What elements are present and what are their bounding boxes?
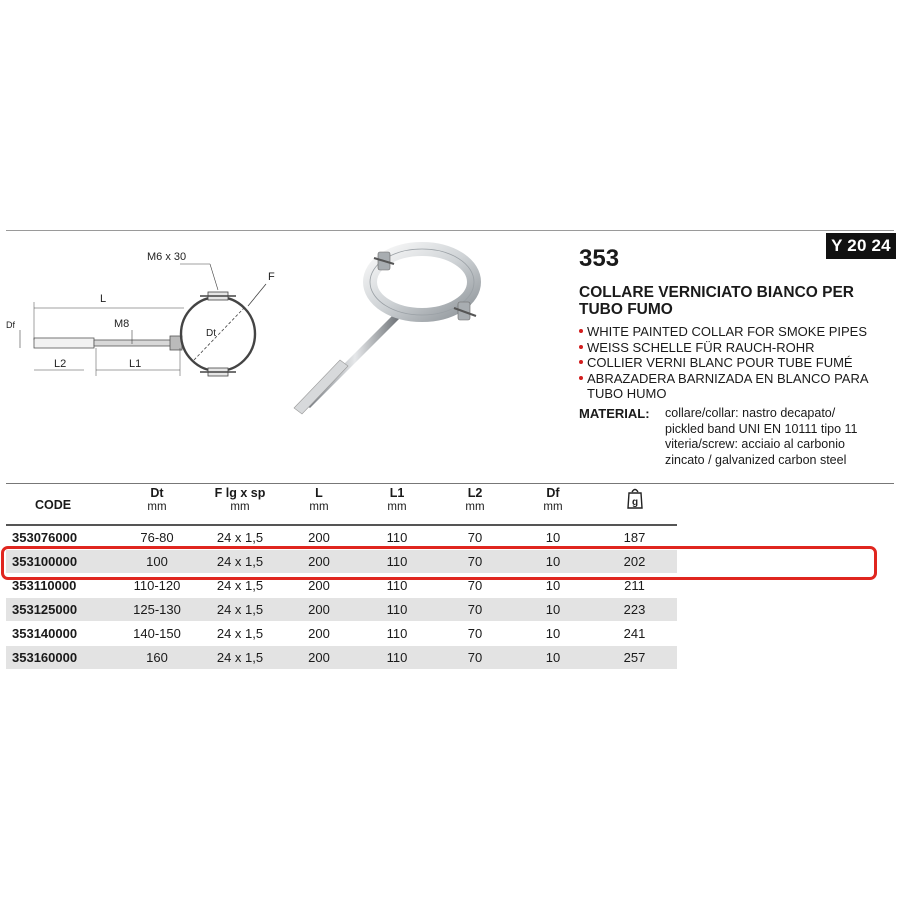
weight-icon	[626, 486, 644, 510]
header-label: F lg x sp	[214, 486, 266, 500]
cell-dt: 125-130	[114, 598, 200, 622]
table-row	[6, 622, 677, 646]
cell-l: 200	[280, 646, 358, 670]
header-f	[200, 486, 280, 525]
cell-df: 10	[514, 574, 592, 598]
l1-label: L1	[129, 358, 142, 370]
header-unit: mm	[309, 501, 329, 513]
header-l2	[436, 486, 514, 525]
material-description	[665, 406, 857, 468]
cell-dt: 100	[114, 550, 200, 574]
cell-df: 10	[514, 550, 592, 574]
table-row	[6, 525, 677, 550]
translation-en: WHITE PAINTED COLLAR FOR SMOKE PIPES	[579, 324, 894, 340]
material-line: collare/collar: nastro decapato/	[665, 405, 836, 420]
header-label: L2	[467, 486, 483, 500]
cell-code: 353100000	[6, 550, 114, 574]
cell-l2: 70	[436, 550, 514, 574]
cell-code: 353125000	[6, 598, 114, 622]
table-row	[6, 646, 677, 670]
table-divider	[6, 483, 894, 484]
translation-fr: COLLIER VERNI BLANC POUR TUBE FUMÉ	[579, 355, 894, 371]
cell-f: 24 x 1,5	[200, 525, 280, 550]
top-divider	[6, 230, 894, 231]
cell-l1: 110	[358, 550, 436, 574]
header-label: L	[315, 486, 323, 500]
dt-label: Dt	[206, 328, 216, 339]
cell-df: 10	[514, 622, 592, 646]
cell-f: 24 x 1,5	[200, 622, 280, 646]
cell-weight: 202	[592, 550, 677, 574]
header-df	[514, 486, 592, 525]
year-badge: Y 20 24	[826, 233, 896, 259]
cell-l1: 110	[358, 646, 436, 670]
screw-size-label: M6 x 30	[147, 251, 187, 263]
cell-l2: 70	[436, 622, 514, 646]
cell-weight: 241	[592, 622, 677, 646]
cell-df: 10	[514, 646, 592, 670]
material-line: pickled band UNI EN 10111 tipo 11	[665, 421, 858, 436]
cell-weight: 187	[592, 525, 677, 550]
header-l	[280, 486, 358, 525]
cell-dt: 110-120	[114, 574, 200, 598]
header-label: CODE	[34, 498, 72, 512]
cell-code: 353140000	[6, 622, 114, 646]
cell-f: 24 x 1,5	[200, 646, 280, 670]
cell-l1: 110	[358, 622, 436, 646]
material-line: zincato / galvanized carbon steel	[665, 452, 847, 467]
cell-f: 24 x 1,5	[200, 574, 280, 598]
length-label: L	[100, 293, 107, 305]
df-label: Df	[6, 320, 15, 330]
translation-list	[579, 324, 894, 402]
material-label: MATERIAL:	[579, 405, 650, 421]
thread-label: M8	[114, 318, 130, 330]
cell-code: 353160000	[6, 646, 114, 670]
header-dt	[114, 486, 200, 525]
spec-table	[6, 486, 677, 670]
cell-l: 200	[280, 598, 358, 622]
cell-l1: 110	[358, 598, 436, 622]
cell-df: 10	[514, 598, 592, 622]
cell-dt: 76-80	[114, 525, 200, 550]
cell-l1: 110	[358, 574, 436, 598]
technical-diagram	[4, 244, 294, 394]
cell-l2: 70	[436, 646, 514, 670]
cell-l: 200	[280, 550, 358, 574]
header-unit: mm	[543, 501, 563, 513]
header-unit: mm	[387, 501, 407, 513]
header-label: L1	[389, 486, 405, 500]
cell-l: 200	[280, 574, 358, 598]
product-image	[282, 238, 502, 423]
product-info	[579, 244, 894, 468]
header-label: Dt	[150, 486, 164, 500]
header-label: Df	[546, 486, 560, 500]
table-row	[6, 598, 677, 622]
cell-l2: 70	[436, 598, 514, 622]
cell-weight: 223	[592, 598, 677, 622]
table-header-row	[6, 486, 677, 525]
cell-l1: 110	[358, 525, 436, 550]
cell-l2: 70	[436, 525, 514, 550]
table-body	[6, 525, 677, 670]
cell-f: 24 x 1,5	[200, 598, 280, 622]
product-title: COLLARE VERNICIATO BIANCO PER TUBO FUMO	[579, 284, 854, 318]
header-weight	[592, 486, 677, 525]
cell-weight: 257	[592, 646, 677, 670]
table-row	[6, 550, 677, 574]
translation-es: ABRAZADERA BARNIZADA EN BLANCO PARA TUBO HUMO	[579, 371, 894, 402]
cell-f: 24 x 1,5	[200, 550, 280, 574]
weight-icon-text: g	[631, 497, 638, 508]
material-line: viteria/screw: acciaio al carbonio	[665, 437, 845, 452]
cell-df: 10	[514, 525, 592, 550]
table-row	[6, 574, 677, 598]
l2-label: L2	[54, 358, 67, 370]
translation-de: WEISS SCHELLE FÜR RAUCH-ROHR	[579, 340, 894, 356]
material-section	[579, 406, 894, 468]
cell-l: 200	[280, 525, 358, 550]
header-unit: mm	[147, 501, 167, 513]
cell-dt: 160	[114, 646, 200, 670]
header-l1	[358, 486, 436, 525]
band-label: F	[268, 271, 275, 283]
header-unit: mm	[230, 501, 250, 513]
product-number: 353	[579, 245, 620, 272]
header-unit: mm	[465, 501, 485, 513]
cell-code: 353076000	[6, 525, 114, 550]
cell-code: 353110000	[6, 574, 114, 598]
cell-l2: 70	[436, 574, 514, 598]
cell-weight: 211	[592, 574, 677, 598]
header-code	[6, 486, 114, 525]
cell-dt: 140-150	[114, 622, 200, 646]
cell-l: 200	[280, 622, 358, 646]
